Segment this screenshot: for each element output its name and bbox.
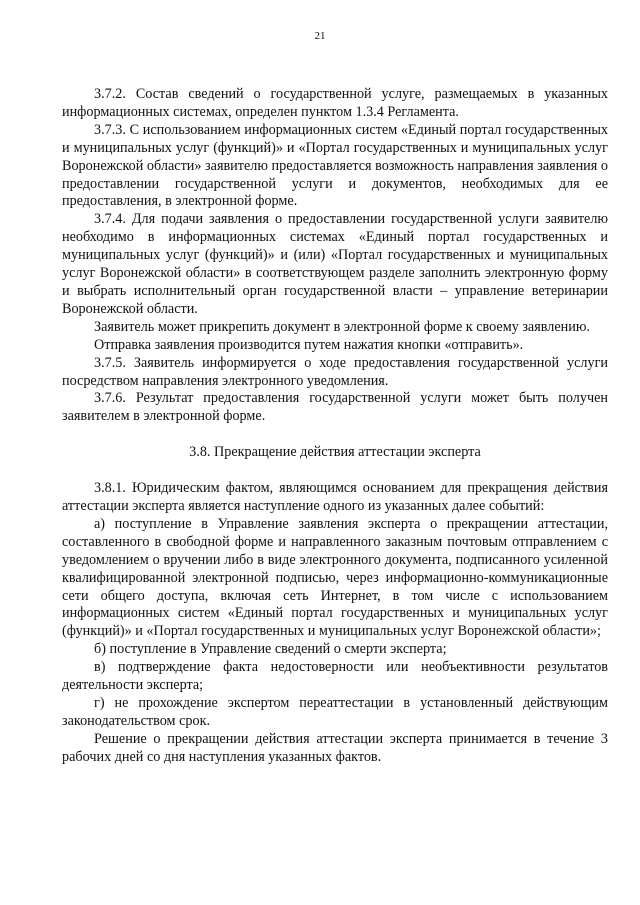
list-item-d: г) не прохождение экспертом переаттестации в установленный действующим законодательством срок. bbox=[62, 695, 608, 729]
paragraph-3-7-3: 3.7.3. С использованием информационных систем «Единый портал государственных и муниципальных услуг (функций)» и «Портал государственных и муниципальных услуг Воронежской области» заявителю предоставляется возможность направления заявления о предоставлении государственной услуги и документов, необходимых для ее предоставления, в электронной форме. bbox=[62, 121, 608, 210]
paragraph-3-7-2: 3.7.2. Состав сведений о государственной услуге, размещаемых в указанных информационных системах, определен пунктом 1.3.4 Регламента. bbox=[62, 86, 608, 120]
paragraph-decision: Решение о прекращении действия аттестации эксперта принимается в течение 3 рабочих дней со дня наступления указанных фактов. bbox=[62, 730, 608, 765]
paragraph-3-7-5: 3.7.5. Заявитель информируется о ходе предоставления государственной услуги посредством направления электронного уведомления. bbox=[62, 354, 608, 389]
paragraph-3-7-4: 3.7.4. Для подачи заявления о предоставлении государственной услуги заявителю необходимо в информационных системах «Единый портал государственных и муниципальных услуг (функций)» и (или) «Портал государственных и муниципальных услуг Воронежской области» в соответствующем разделе заполнить электронную форму и выбрать исполнительный орган государственной власти – управление ветеринарии Воронежской области. bbox=[62, 211, 608, 317]
section-title: 3.8. Прекращение действия аттестации эксперта bbox=[189, 444, 481, 461]
document-body bbox=[62, 86, 608, 767]
list-item-c: в) подтверждение факта недостоверности или необъективности результатов деятельности эксперта; bbox=[62, 659, 608, 694]
page-number: 21 bbox=[314, 30, 326, 42]
list-item-b: б) поступление в Управление сведений о смерти эксперта; bbox=[94, 641, 447, 658]
paragraph-3-8-1: 3.8.1. Юридическим фактом, являющимся основанием для прекращения действия аттестации эксперта является наступление одного из указанных далее событий: bbox=[62, 480, 608, 515]
list-item-a: а) поступление в Управление заявления эксперта о прекращении аттестации, составленного в свободной форме и направленного заказным почтовым отправлением с уведомлением о вручении либо в виде электронного документа, подписанного усиленной квалифицированной электронной подписью, через информационно-коммуникационные сети общего доступа, включая сеть Интернет, в том числе с использованием информационных систем «Единый портал государственных и муниципальных услуг (функций)» и «Портал государственных и муниципальных услуг Воронежской области»; bbox=[62, 515, 608, 640]
paragraph-send: Отправка заявления производится путем нажатия кнопки «отправить». bbox=[94, 336, 524, 353]
paragraph-attach: Заявитель может прикрепить документ в электронной форме к своему заявлению. bbox=[94, 318, 590, 335]
paragraph-3-7-6: 3.7.6. Результат предоставления государственной услуги может быть получен заявителем в электронной форме. bbox=[62, 390, 608, 425]
